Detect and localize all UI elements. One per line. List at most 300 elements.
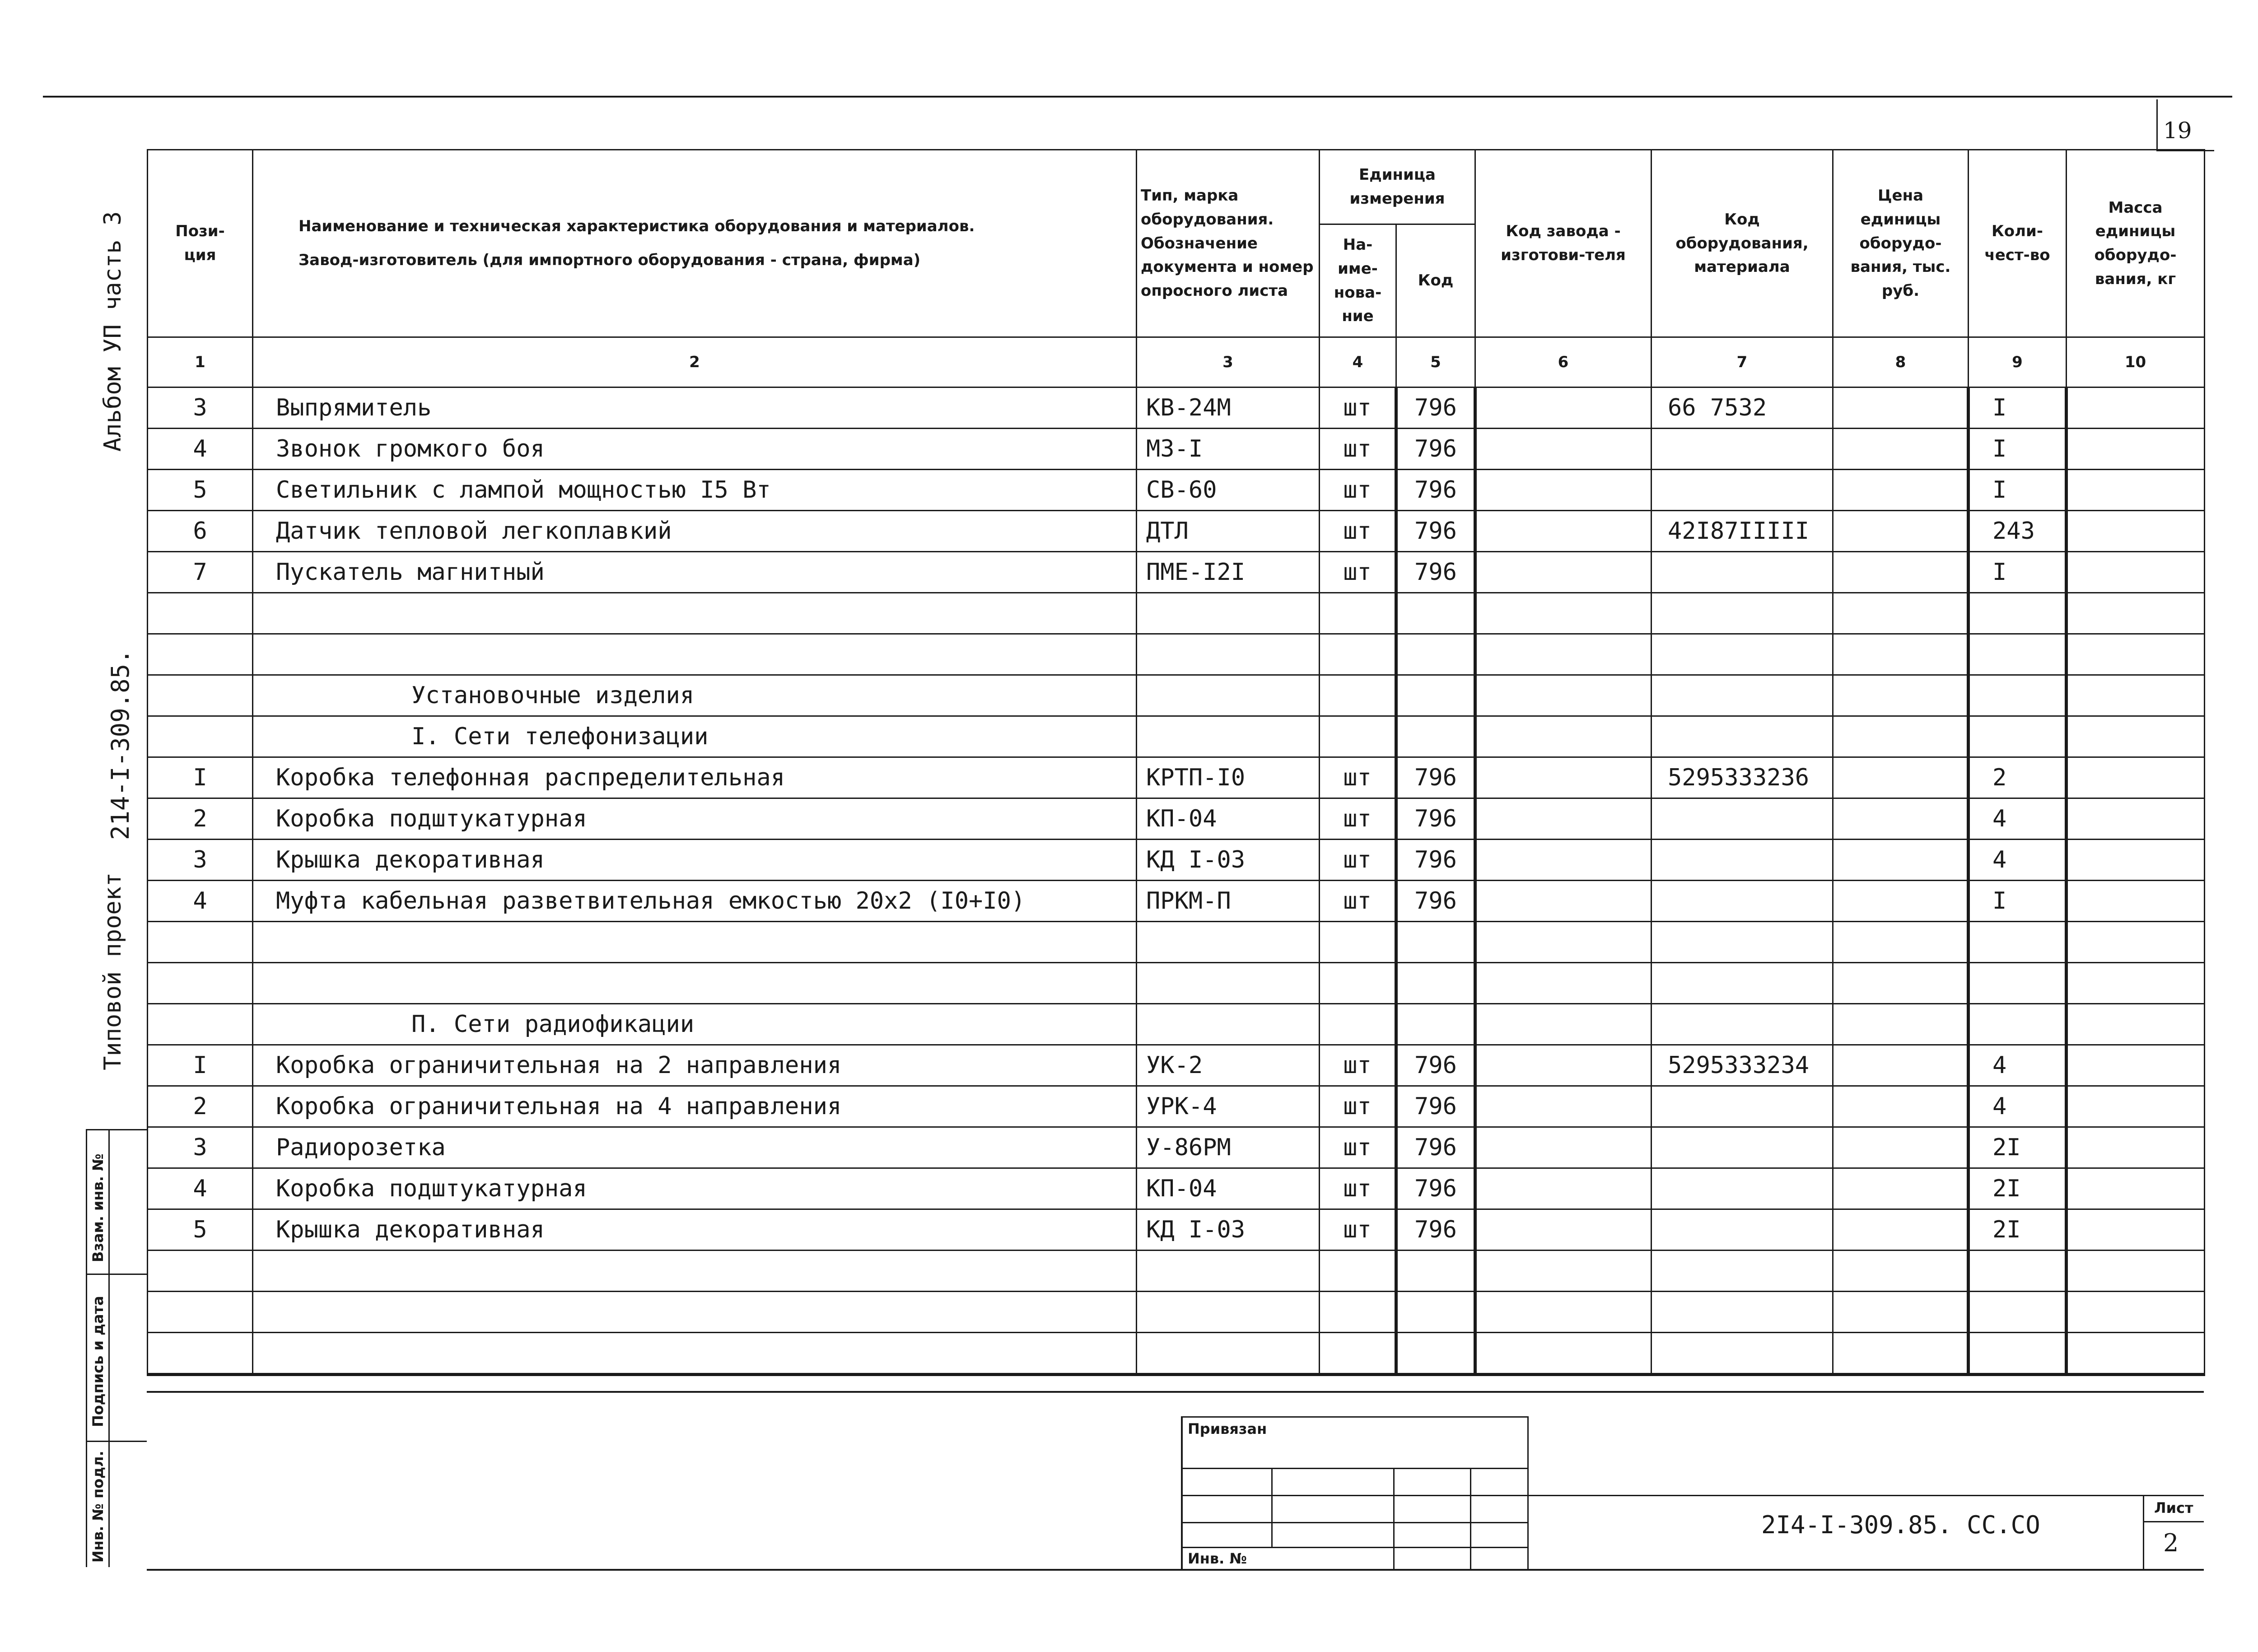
cell-unit-code [1396,675,1475,716]
table-row [148,387,2205,429]
cell-unit-name: шт [1320,840,1396,881]
cell-factory-code [1475,1004,1652,1045]
cell-name [253,1292,1137,1333]
cell-unit-name [1320,1251,1396,1292]
cell-quantity [1969,634,2067,675]
tb-h0 [1181,1416,1529,1418]
cell-mass [2067,798,2205,840]
cell-price [1833,593,1969,634]
column-number-row [148,337,2205,387]
cell-position [148,634,253,675]
cell-name: Светильник с лампой мощностью I5 Вт [253,470,1137,511]
cell-unit-code: 796 [1396,840,1475,881]
cell-type: КП-04 [1137,798,1320,840]
cell-position [148,1333,253,1375]
table-row [148,429,2205,470]
cell-position: 3 [148,840,253,881]
cell-factory-code [1475,1045,1652,1086]
stamp-label-inventory: Инв. № подл. [89,1451,107,1563]
cell-mass [2067,429,2205,470]
cell-type: МЗ-I [1137,429,1320,470]
page-number: 19 [2163,117,2192,144]
table-row [148,963,2205,1004]
cell-unit-name [1320,922,1396,963]
cell-price [1833,634,1969,675]
cell-mass [2067,963,2205,1004]
cell-name [253,922,1137,963]
cell-unit-name: шт [1320,1168,1396,1209]
cell-mass [2067,1045,2205,1086]
cell-unit-code: 796 [1396,470,1475,511]
cell-unit-name: шт [1320,511,1396,552]
tb-h5 [2143,1521,2204,1522]
cell-unit-code: 796 [1396,1168,1475,1209]
cell-material-code: 42I87IIIII [1652,511,1833,552]
cell-quantity [1969,1251,2067,1292]
cell-unit-name [1320,716,1396,757]
cell-position: 5 [148,1209,253,1251]
cell-unit-name: шт [1320,1045,1396,1086]
project-label: Типовой проект [99,872,126,1070]
table-row [148,798,2205,840]
cell-material-code [1652,593,1833,634]
cell-name [253,634,1137,675]
table-row [148,1209,2205,1251]
table-row [148,634,2205,675]
cell-unit-name [1320,593,1396,634]
cell-unit-name [1320,1004,1396,1045]
cell-name: Крышка декоративная [253,840,1137,881]
cell-position [148,716,253,757]
header-price: Цена единицы оборудо-вания, тыс. руб. [1833,150,1969,337]
col-num-7: 7 [1652,337,1833,387]
cell-mass [2067,387,2205,429]
inventory-label: Инв. № [1188,1550,1247,1567]
tb-v2 [1271,1468,1273,1547]
table-row [148,1168,2205,1209]
cell-quantity: 243 [1969,511,2067,552]
header-unit-group: Единица измерения [1320,150,1475,224]
cell-type: КД I-03 [1137,1209,1320,1251]
cell-unit-name [1320,634,1396,675]
cell-quantity [1969,963,2067,1004]
cell-position [148,675,253,716]
cell-material-code [1652,552,1833,593]
cell-factory-code [1475,552,1652,593]
cell-name: I. Сети телефонизации [253,716,1137,757]
cell-unit-name [1320,963,1396,1004]
cell-price [1833,798,1969,840]
cell-type [1137,922,1320,963]
cell-unit-name: шт [1320,387,1396,429]
cell-type [1137,1333,1320,1375]
col-num-5: 5 [1396,337,1475,387]
cell-name: Коробка ограничительная на 4 направления [253,1086,1137,1127]
cell-factory-code [1475,1251,1652,1292]
cell-material-code [1652,429,1833,470]
cell-price [1833,1045,1969,1086]
cell-name: Коробка подштукатурная [253,1168,1137,1209]
cell-quantity: 2I [1969,1168,2067,1209]
cell-type [1137,593,1320,634]
cell-factory-code [1475,798,1652,840]
cell-mass [2067,757,2205,798]
cell-mass [2067,593,2205,634]
cell-unit-code [1396,1333,1475,1375]
cell-type: КД I-03 [1137,840,1320,881]
cell-name: Коробка подштукатурная [253,798,1137,840]
col-num-4: 4 [1320,337,1396,387]
cell-factory-code [1475,922,1652,963]
cell-unit-name: шт [1320,552,1396,593]
cell-factory-code [1475,1333,1652,1375]
cell-factory-code [1475,963,1652,1004]
cell-mass [2067,881,2205,922]
document-code: 2I4-I-309.85. СС.СО [1761,1511,2040,1539]
cell-mass [2067,840,2205,881]
cell-quantity [1969,716,2067,757]
cell-price [1833,963,1969,1004]
cell-type [1137,716,1320,757]
cell-price [1833,429,1969,470]
cell-mass [2067,634,2205,675]
cell-material-code [1652,1004,1833,1045]
header-material-code: Код оборудования, материала [1652,150,1833,337]
cell-unit-code: 796 [1396,1127,1475,1168]
table-row [148,552,2205,593]
cell-quantity: I [1969,429,2067,470]
cell-type: КП-04 [1137,1168,1320,1209]
doc-code-vertical: 214-I-309.85. [106,649,135,840]
header-position: Пози- ция [148,150,253,337]
cell-type [1137,634,1320,675]
cell-unit-name [1320,1292,1396,1333]
cell-factory-code [1475,429,1652,470]
cell-type: КВ-24М [1137,387,1320,429]
cell-name [253,593,1137,634]
table-row [148,593,2205,634]
cell-type [1137,675,1320,716]
cell-mass [2067,1292,2205,1333]
cell-type: СВ-60 [1137,470,1320,511]
cell-unit-code [1396,1251,1475,1292]
cell-price [1833,1333,1969,1375]
title-block-bottom-rule [147,1569,2204,1571]
cell-factory-code [1475,757,1652,798]
cell-position: 2 [148,1086,253,1127]
cell-position: 7 [148,552,253,593]
cell-price [1833,511,1969,552]
cell-factory-code [1475,1086,1652,1127]
cell-price [1833,470,1969,511]
cell-mass [2067,1168,2205,1209]
cell-name: Радиорозетка [253,1127,1137,1168]
cell-factory-code [1475,511,1652,552]
cell-type: ПРКМ-П [1137,881,1320,922]
table-row [148,675,2205,716]
cell-mass [2067,716,2205,757]
cell-unit-name: шт [1320,757,1396,798]
tb-v5 [1527,1416,1529,1570]
cell-unit-code [1396,922,1475,963]
cell-name [253,1251,1137,1292]
cell-material-code [1652,1251,1833,1292]
cell-price [1833,922,1969,963]
cell-unit-name [1320,675,1396,716]
col-num-9: 9 [1969,337,2067,387]
cell-factory-code [1475,1127,1652,1168]
table-row [148,511,2205,552]
cell-material-code [1652,798,1833,840]
cell-mass [2067,552,2205,593]
cell-factory-code [1475,387,1652,429]
table-row [148,1045,2205,1086]
header-factory-code: Код завода - изготови-теля [1475,150,1652,337]
cell-name [253,1333,1137,1375]
cell-quantity: 2I [1969,1127,2067,1168]
cell-material-code: 66 7532 [1652,387,1833,429]
cell-quantity [1969,593,2067,634]
cell-mass [2067,1333,2205,1375]
cell-position: 4 [148,881,253,922]
table-row [148,1333,2205,1375]
cell-unit-name: шт [1320,881,1396,922]
col-num-6: 6 [1475,337,1652,387]
cell-position: 2 [148,798,253,840]
cell-factory-code [1475,881,1652,922]
sheet-number: 2 [2163,1529,2179,1557]
cell-position: I [148,1045,253,1086]
cell-unit-name: шт [1320,798,1396,840]
cell-quantity: 4 [1969,1045,2067,1086]
header-type: Тип, марка оборудования. Обозначение документа и номер опросного листа [1137,150,1320,337]
cell-unit-code [1396,963,1475,1004]
cell-unit-name: шт [1320,470,1396,511]
cell-name: Муфта кабельная разветвительная емкостью 20х2 (I0+I0) [253,881,1137,922]
cell-type [1137,963,1320,1004]
cell-unit-name: шт [1320,1127,1396,1168]
album-label: Альбом УП часть 3 [99,211,126,452]
cell-factory-code [1475,840,1652,881]
col-num-3: 3 [1137,337,1320,387]
cell-position [148,1292,253,1333]
cell-name: Датчик тепловой легкоплавкий [253,511,1137,552]
cell-price [1833,552,1969,593]
cell-type: УРК-4 [1137,1086,1320,1127]
cell-unit-name: шт [1320,429,1396,470]
cell-position [148,1251,253,1292]
cell-position [148,922,253,963]
cell-mass [2067,1127,2205,1168]
cell-mass [2067,511,2205,552]
cell-factory-code [1475,716,1652,757]
cell-unit-code: 796 [1396,1045,1475,1086]
cell-unit-code: 796 [1396,511,1475,552]
cell-unit-code: 796 [1396,387,1475,429]
tb-v3 [1393,1468,1395,1569]
cell-quantity [1969,922,2067,963]
cell-quantity: I [1969,387,2067,429]
cell-quantity [1969,675,2067,716]
cell-mass [2067,1004,2205,1045]
table-row [148,840,2205,881]
cell-quantity [1969,1333,2067,1375]
stamp-label-signature: Подпись и дата [89,1296,107,1427]
table-row [148,1127,2205,1168]
cell-position [148,1004,253,1045]
cell-material-code [1652,716,1833,757]
cell-material-code: 5295333236 [1652,757,1833,798]
cell-material-code [1652,675,1833,716]
cell-quantity: 4 [1969,1086,2067,1127]
cell-price [1833,716,1969,757]
cell-price [1833,1127,1969,1168]
cell-unit-code: 796 [1396,552,1475,593]
cell-mass [2067,922,2205,963]
table-row [148,922,2205,963]
col-num-8: 8 [1833,337,1969,387]
cell-material-code [1652,1209,1833,1251]
cell-factory-code [1475,1168,1652,1209]
cell-mass [2067,675,2205,716]
table-row [148,470,2205,511]
cell-position: 3 [148,1127,253,1168]
header-mass: Масса единицы оборудо-вания, кг [2067,150,2205,337]
tb-h4 [1181,1547,1529,1548]
cell-type: ПМЕ-I2I [1137,552,1320,593]
header-quantity: Коли-чест-во [1969,150,2067,337]
cell-factory-code [1475,675,1652,716]
cell-unit-code: 796 [1396,798,1475,840]
cell-position: I [148,757,253,798]
cell-factory-code [1475,1292,1652,1333]
cell-material-code [1652,1292,1833,1333]
table-row [148,716,2205,757]
cell-unit-code [1396,1004,1475,1045]
cell-mass [2067,1086,2205,1127]
cell-material-code [1652,470,1833,511]
cell-position: 3 [148,387,253,429]
cell-type [1137,1292,1320,1333]
cell-unit-code [1396,634,1475,675]
cell-type: КРТП-I0 [1137,757,1320,798]
cell-quantity [1969,1004,2067,1045]
header-name: Наименование и техническая характеристика оборудования и материалов. Завод-изготовитель (для импортного оборудования - страна, фирма) [253,150,1137,337]
cell-unit-name [1320,1333,1396,1375]
cell-unit-code: 796 [1396,757,1475,798]
tb-v6 [2143,1495,2144,1569]
cell-material-code [1652,1168,1833,1209]
cell-price [1833,1209,1969,1251]
cell-quantity [1969,1292,2067,1333]
header-unit-name: На-име-нова-ние [1320,224,1396,337]
header-unit-code: Код [1396,224,1475,337]
cell-material-code [1652,634,1833,675]
cell-material-code [1652,881,1833,922]
stamp-strip [86,1129,147,1567]
cell-price [1833,1251,1969,1292]
cell-name [253,963,1137,1004]
tb-h1 [1181,1468,1529,1469]
cell-unit-code: 796 [1396,1086,1475,1127]
cell-name: Пускатель магнитный [253,552,1137,593]
cell-position: 4 [148,429,253,470]
cell-quantity: 2I [1969,1209,2067,1251]
cell-name: Крышка декоративная [253,1209,1137,1251]
cell-name: Коробка ограничительная на 2 направления [253,1045,1137,1086]
cell-mass [2067,1209,2205,1251]
cell-price [1833,387,1969,429]
cell-material-code: 5295333234 [1652,1045,1833,1086]
cell-position [148,593,253,634]
cell-type [1137,1251,1320,1292]
cell-quantity: I [1969,881,2067,922]
table-row [148,881,2205,922]
cell-quantity: I [1969,552,2067,593]
table-row [148,1251,2205,1292]
cell-price [1833,881,1969,922]
table-row [148,1292,2205,1333]
cell-price [1833,1168,1969,1209]
cell-factory-code [1475,1209,1652,1251]
cell-type: У-86РМ [1137,1127,1320,1168]
tb-v4 [1470,1468,1471,1569]
cell-mass [2067,1251,2205,1292]
cell-material-code [1652,1127,1833,1168]
cell-position: 4 [148,1168,253,1209]
sheet-label: Лист [2154,1499,2193,1517]
cell-type: УК-2 [1137,1045,1320,1086]
cell-material-code [1652,1333,1833,1375]
cell-quantity: 2 [1969,757,2067,798]
cell-price [1833,757,1969,798]
cell-factory-code [1475,470,1652,511]
cell-type [1137,1004,1320,1045]
tb-h2 [1181,1495,2204,1496]
cell-material-code [1652,1086,1833,1127]
cell-position [148,963,253,1004]
cell-quantity: 4 [1969,840,2067,881]
cell-name: П. Сети радиофикации [253,1004,1137,1045]
cell-material-code [1652,922,1833,963]
col-num-2: 2 [253,337,1137,387]
cell-type: ДТЛ [1137,511,1320,552]
cell-quantity: 4 [1969,798,2067,840]
cell-factory-code [1475,593,1652,634]
cell-name: Выпрямитель [253,387,1137,429]
cell-unit-code: 796 [1396,881,1475,922]
title-block-top-rule [147,1391,2204,1393]
cell-name: Звонок громкого боя [253,429,1137,470]
cell-mass [2067,470,2205,511]
cell-unit-name: шт [1320,1209,1396,1251]
cell-quantity: I [1969,470,2067,511]
cell-name: Коробка телефонная распределительная [253,757,1137,798]
cell-factory-code [1475,634,1652,675]
cell-material-code [1652,963,1833,1004]
cell-unit-code [1396,716,1475,757]
table-row [148,1086,2205,1127]
cell-unit-code: 796 [1396,1209,1475,1251]
table-row [148,1004,2205,1045]
cell-price [1833,1292,1969,1333]
cell-unit-code: 796 [1396,429,1475,470]
bound-label: Привязан [1188,1420,1267,1437]
cell-name: Установочные изделия [253,675,1137,716]
cell-position: 5 [148,470,253,511]
top-rule [43,96,2232,98]
table-row [148,757,2205,798]
